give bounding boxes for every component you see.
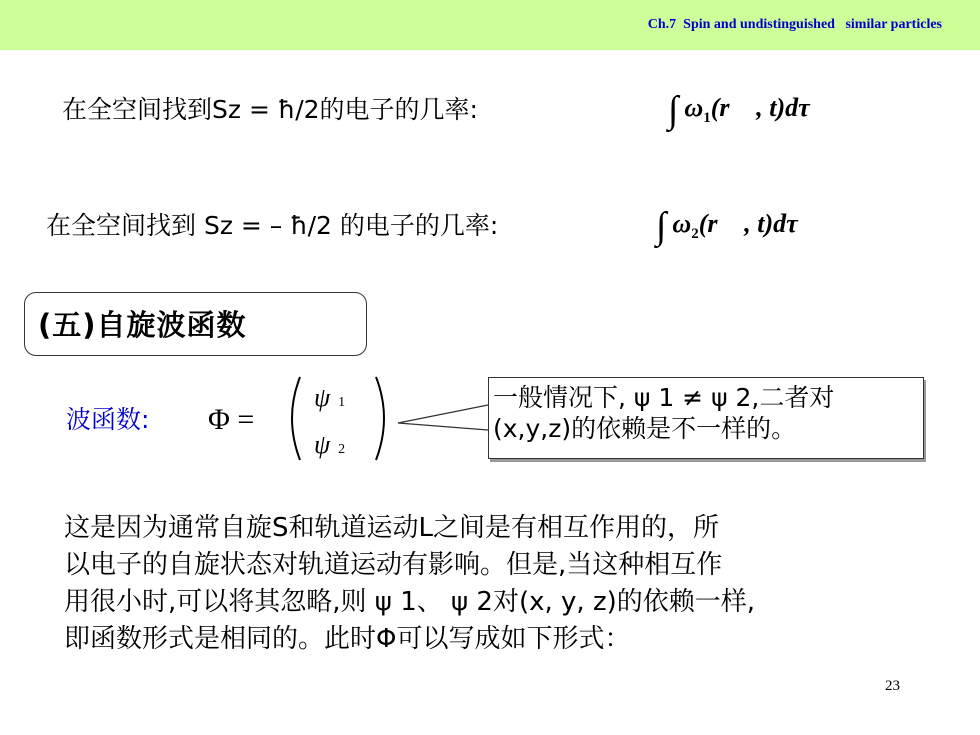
callout-line-2: (x,y,z)的依赖是不一样的。	[493, 414, 797, 443]
left-paren	[292, 377, 300, 460]
wavefunction-label: 波函数:	[66, 405, 150, 434]
omega-symbol: ω	[684, 93, 704, 122]
psi-2: ψ 2	[314, 430, 346, 459]
paragraph-line-4: 即函数形式是相同的。此时Φ可以写成如下形式：	[64, 624, 631, 654]
section-title: (五)自旋波函数	[38, 308, 247, 342]
callout-line-1: 一般情况下, ψ 1 ≠ ψ 2,二者对	[493, 383, 835, 412]
formula-args: (r⃗ , t)dτ	[698, 209, 798, 238]
omega-subscript: 1	[703, 110, 711, 126]
prob-spin-down-text: 在全空间找到 Sz = – ħ/2 的电子的几率:	[46, 211, 499, 240]
prob-spin-up-text: 在全空间找到Sz = ħ/2的电子的几率:	[62, 95, 478, 124]
callout-pointer	[398, 405, 488, 430]
chapter-title: Ch.7 Spin and undistinguished similar particles	[647, 17, 942, 32]
paragraph-line-2: 以电子的自旋状态对轨道运动有影响。但是,当这种相互作	[64, 550, 723, 580]
integral-symbol: ∫	[668, 89, 679, 131]
right-paren	[376, 377, 384, 460]
page-number: 23	[885, 678, 900, 694]
formula-args: (r⃗ , t)dτ	[710, 93, 810, 122]
psi-1: ψ 1	[314, 383, 346, 412]
integral-symbol: ∫	[656, 205, 667, 247]
callout-box	[488, 377, 924, 459]
phi-equals: Φ =	[208, 403, 255, 436]
paragraph-line-1: 这是因为通常自旋S和轨道运动L之间是有相互作用的，所	[64, 513, 719, 543]
omega-subscript: 2	[691, 226, 699, 242]
explanation-paragraph	[64, 510, 924, 658]
paragraph-line-3: 用很小时,可以将其忽略,则 ψ 1、 ψ 2对(x, y, z)的依赖一样,	[64, 587, 756, 617]
omega-symbol: ω	[672, 209, 692, 238]
